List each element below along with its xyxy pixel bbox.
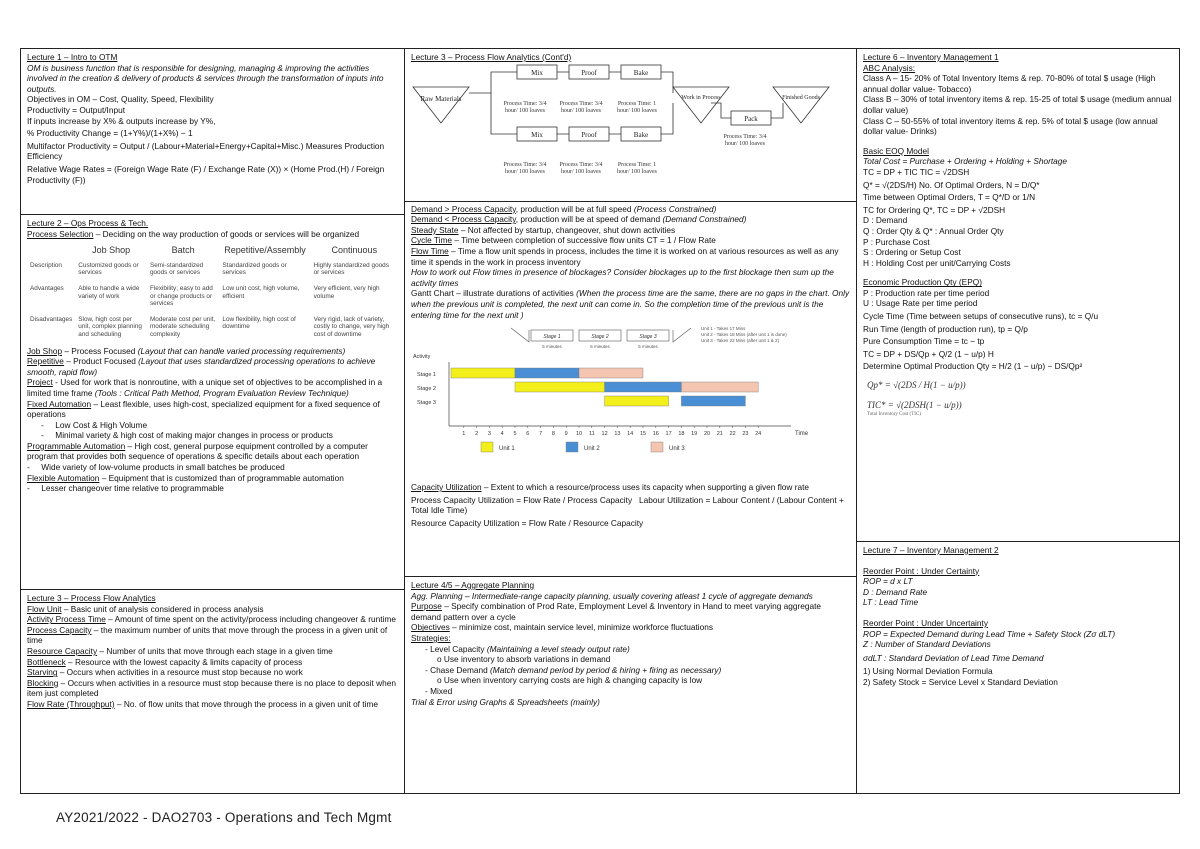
bullet-text: Minimal variety & high cost of making major changes in process or products: [55, 430, 333, 441]
proof-label: Proof: [581, 68, 597, 77]
project-text: - Used for work that is nonroutine, with a unique set of objectives to be accomplished in a limited time frame: [27, 377, 383, 398]
table-cell: Description: [30, 261, 62, 269]
strategy-note: (Maintaining a level steady output rate): [486, 643, 630, 654]
gantt-tick-label: 7: [539, 431, 543, 438]
eoq-line: P : Purchase Cost: [863, 236, 930, 247]
gantt-bar-unit-1: [605, 396, 669, 406]
table-cell: Very rigid, lack of variety, costly to change, very high cost of downtime: [313, 315, 390, 338]
gantt-chart: [411, 322, 851, 482]
gantt-note: (When the process time are the same, there are no gaps in the chart. Only when the previous unit is completed, the next unit can come in. So the completion time of the previous unit is the entering time for the next unit ): [411, 288, 850, 320]
column-1: [21, 49, 405, 793]
stage-box-label: Stage 3: [639, 334, 657, 341]
job-shop-term: Job Shop: [27, 345, 63, 356]
wip-label: Work in Process: [681, 94, 721, 101]
gantt-tick-label: 10: [575, 431, 583, 438]
lecture-7-title: Lecture 7 – Inventory Management 2: [863, 545, 999, 555]
gantt-y-title: Activity: [413, 354, 431, 361]
lecture-6-title: Lecture 6 – Inventory Management 1: [863, 52, 999, 62]
mix-time-bottom: Process Time: 3/4 hour/ 100 loaves: [503, 162, 547, 175]
lecture-4-5-title: Lecture 4/5 – Aggregate Planning: [411, 580, 535, 590]
inputs-increase-text: If inputs increase by X% & outputs increase by Y%,: [27, 115, 216, 126]
epq-line: Pure Consumption Time = tc − tp: [863, 336, 985, 347]
lecture-3-cont-section: [405, 49, 856, 576]
gantt-tick-label: 17: [665, 431, 672, 438]
pack-time: Process Time: 3/4 hour/ 100 loaves: [723, 134, 767, 147]
table-row: [27, 315, 398, 346]
bake-time-top: Process Time: 1 hour/ 100 loaves: [617, 101, 657, 114]
legend-swatch: [481, 442, 493, 452]
bake-label: Bake: [633, 68, 649, 77]
rop-line: LT : Lead Time: [863, 597, 919, 608]
wip-triangle: [673, 87, 729, 123]
definition-term: Blocking: [27, 677, 59, 688]
definition-term: Cycle Time: [411, 235, 453, 246]
legend-swatch: [566, 442, 578, 452]
list-item: o Use inventory to absorb variations in demand: [437, 654, 611, 665]
table-header: Repetitive/Assembly: [224, 245, 306, 256]
stage-time-label: 5 minutes: [542, 344, 562, 350]
definition-text: , production will be at full speed: [515, 203, 634, 214]
gantt-tick-label: 4: [500, 431, 504, 438]
flow-definitions: [405, 201, 856, 321]
rop-uncertainty-heading: Reorder Point : Under Uncertainty: [863, 617, 988, 628]
repetitive-text: – Product Focused: [63, 356, 139, 367]
capacity-utilization-text: – Extent to which a resource/process uses its capacity when supporting a given flow rate: [481, 482, 809, 493]
eoq-line: Q : Order Qty & Q* : Annual Order Qty: [863, 225, 1004, 236]
table-header: Batch: [171, 245, 195, 256]
cheat-sheet: [20, 48, 1180, 794]
fixed-automation-term: Fixed Automation: [27, 398, 92, 409]
unit-note: Unit 3 - Takes 22 Mins (after unit 1 & 2): [701, 338, 779, 344]
productivity-change-formula: % Productivity Change = (1+Y%)/(1+X%) − 1: [27, 128, 193, 139]
tic-note: Total Inventory Cost (TIC): [867, 412, 921, 418]
eoq-heading: Basic EOQ Model: [863, 145, 929, 156]
table-header: Continuous: [331, 245, 378, 256]
stage-time-label: 6 minutes: [590, 344, 610, 350]
lecture-1-title: Lecture 1 – Intro to OTM: [27, 52, 118, 62]
table-cell: Moderate cost per unit, moderate scheduling complexity: [149, 315, 216, 338]
legend-label: Unit 2: [584, 446, 600, 453]
gantt-tick-label: 12: [601, 431, 608, 438]
gantt-bar-unit-3: [681, 382, 758, 392]
definition-text: – Resource with the lowest capacity & limits capacity of process: [65, 656, 303, 667]
gantt-tick-label: 1: [462, 431, 466, 438]
epq-line: Run Time (length of production run), tp = Q/p: [863, 323, 1028, 334]
lecture-2-title: Lecture 2 – Ops Process & Tech.: [27, 218, 149, 228]
bullet-text: Wide variety of low-volume products in small batches be produced: [41, 462, 285, 473]
gantt-stage-label: Stage 2: [417, 386, 436, 393]
list-item: - Mixed: [425, 685, 453, 696]
list-item: - Level Capacity (Maintaining a level steady output rate): [425, 643, 630, 654]
proof-time-bottom: Process Time: 3/4 hour/ 100 loaves: [559, 162, 603, 175]
definition-text: – Amount of time spent on the activity/process including changeover & runtime: [105, 614, 396, 625]
finished-goods-label: Finished Goods: [782, 94, 820, 101]
epq-formula-image: [867, 378, 1173, 418]
definition-term: Flow Rate (Throughput): [27, 698, 115, 709]
raw-materials-triangle: [413, 87, 469, 123]
rop-certainty-heading: Reorder Point : Under Certainty: [863, 565, 980, 576]
job-shop-note: (Layout that can handle varied processing requirements): [137, 345, 346, 356]
safety-stock-note-1: 1) Using Normal Deviation Formula: [863, 666, 993, 677]
proof-label: Proof: [581, 130, 597, 139]
flexible-automation-text: – Equipment that is customized than of programmable automation: [99, 472, 344, 483]
gantt-bar-unit-2: [681, 396, 745, 406]
process-selection-text: – Deciding on the way production of goods or services will be organized: [93, 228, 360, 239]
table-cell: Low flexibility, high cost of downtime: [222, 315, 296, 331]
table-header: Job Shop: [92, 245, 131, 256]
lecture-3-title: Lecture 3 – Process Flow Analytics: [27, 593, 156, 603]
legend-label: Unit 1: [499, 446, 515, 453]
definition-text: – Not affected by startup, changeover, shut down activities: [458, 224, 676, 235]
lecture-3-section: [21, 589, 404, 793]
flexible-automation-term: Flexible Automation: [27, 472, 100, 483]
table-cell: Able to handle a wide variety of work: [78, 284, 140, 300]
table-cell: Standardized goods or services: [222, 261, 287, 277]
gantt-tick-label: 19: [691, 431, 698, 438]
programmable-automation-text: – High cost, general purpose equipment controlled by a computer program that provides both sequence of operations & specific details about each operation: [27, 440, 368, 462]
gantt-tick-label: 13: [614, 431, 621, 438]
multifactor-productivity-formula: Multifactor Productivity = Output / (Labour+Material+Energy+Capital+Misc.) Measures Production Efficiency: [27, 140, 385, 162]
epq-line: TC = DP + DS/Qp + Q/2 (1 − u/p) H: [863, 348, 994, 359]
column-2: [405, 49, 857, 793]
list-item: - Wide variety of low-volume products in small batches be produced: [27, 462, 285, 473]
gantt-tick-label: 20: [703, 431, 711, 438]
objectives-term: Objectives: [411, 622, 450, 633]
lecture-4-5-section: [405, 576, 856, 793]
eoq-line: S : Ordering or Setup Cost: [863, 247, 961, 258]
project-note: (Tools : Critical Path Method, Program Evaluation Review Technique): [94, 387, 349, 398]
definition-term: Flow Time: [411, 245, 449, 256]
process-selection-term: Process Selection: [27, 228, 94, 239]
gantt-tick-label: 5: [513, 431, 517, 438]
eoq-line: D : Demand: [863, 215, 908, 226]
definition-term: Steady State: [411, 224, 459, 235]
om-objectives: Objectives in OM – Cost, Quality, Speed, Flexibility: [27, 94, 214, 105]
resource-capacity-utilization-formula: Resource Capacity Utilization = Flow Rate / Resource Capacity: [411, 517, 644, 528]
bullet-text: Lesser changeover time relative to programmable: [41, 483, 224, 494]
table-header: [27, 245, 75, 261]
gantt-tick-label: 2: [475, 431, 479, 438]
table-cell: Highly standardized goods or services: [313, 261, 389, 277]
lecture-1-section: [21, 49, 404, 214]
gantt-tick-label: 9: [564, 431, 568, 438]
raw-materials-label: Raw Materials: [420, 94, 462, 103]
tic-formula: TIC* = √(2DSH(1 − u/p)): [867, 400, 962, 411]
mix-time-top: Process Time: 3/4 hour/ 100 loaves: [503, 101, 547, 114]
unit-note: Unit 2 - Takes 18 Mins (after unit 1 is done): [701, 332, 787, 338]
programmable-automation-term: Programmable Automation: [27, 440, 126, 451]
definition-term: Activity Process Time: [27, 614, 106, 625]
repetitive-term: Repetitive: [27, 356, 64, 367]
rop-line: ROP = Expected Demand during Lead Time + Safety Stock (Zσ dLT): [863, 628, 1116, 639]
purpose-term: Purpose: [411, 601, 442, 612]
gantt-tick-label: 16: [652, 431, 659, 438]
eoq-line: TC for Ordering Q*, TC = DP + √2DSH: [863, 204, 1006, 215]
gantt-bar-unit-2: [515, 368, 579, 378]
gantt-stage-label: Stage 1: [417, 372, 436, 379]
rop-line: Z : Number of Standard Deviations: [863, 639, 991, 650]
gantt-tick-label: 21: [716, 431, 723, 438]
column-3: [857, 49, 1179, 793]
bake-time-bottom: Process Time: 1 hour/ 100 loaves: [617, 162, 657, 175]
lecture-2-section: [21, 214, 404, 589]
table-cell: Semi-standardized goods or services: [149, 261, 204, 277]
rop-line: σdLT : Standard Deviation of Lead Time Demand: [863, 652, 1044, 663]
eoq-line: TC = DP + TIC TIC = √2DSH: [863, 166, 970, 177]
strategy-detail: Use when inventory carrying costs are high & changing capacity is low: [443, 675, 703, 686]
definition-note: (Process Constrained): [633, 203, 717, 214]
definition-text: – Basic unit of analysis considered in process analysis: [61, 603, 264, 614]
definition-text: – Number of units that move through each stage in a given time: [97, 645, 333, 656]
footer: AY2021/2022 - DAO2703 - Operations and Tech Mgmt: [56, 810, 392, 825]
legend-swatch: [651, 442, 663, 452]
strategy-name: Chase Demand: [430, 664, 491, 675]
table-cell: Slow, high cost per unit, complex planning and scheduling: [78, 315, 142, 338]
gantt-tick-label: 22: [729, 431, 736, 438]
epq-line: Determine Optimal Production Qty = H/2 (1 − u/p) − DS/Qp²: [863, 361, 1083, 372]
strategy-name: Mixed: [430, 685, 453, 696]
purpose-text: – Specify combination of Prod Rate, Employment Level & Inventory in Hand to meet varying aggregate demand pattern over a cycle: [411, 601, 822, 622]
eoq-line: Total Cost = Purchase + Ordering + Holding + Shortage: [863, 156, 1068, 167]
gantt-tick-label: 8: [551, 431, 555, 438]
epq-line: Cycle Time (Time between setups of consecutive runs), tc = Q/u: [863, 311, 1099, 322]
class-c-text: Class C – 50-55% of total inventory items & rep. 5% of total $ usage (low annual dollar value- Drinks): [863, 115, 1158, 137]
epq-heading: Economic Production Qty (EPQ): [863, 277, 982, 288]
gantt-bar-unit-1: [451, 368, 515, 378]
stage-box-label: Stage 1: [543, 334, 561, 341]
epq-line: U : Usage Rate per time period: [863, 298, 978, 309]
gantt-term: Gantt Chart: [411, 288, 454, 299]
trial-and-error-note: Trial & Error using Graphs & Spreadsheets (mainly): [411, 696, 600, 707]
fixed-automation-text: – Least flexible, uses high-cost, specialized equipment for a fixed sequence of operations: [27, 398, 380, 420]
list-item: - Low Cost & High Volume: [41, 419, 148, 430]
eoq-line: H : Holding Cost per unit/Carrying Costs: [863, 257, 1011, 268]
capacity-utilization-term: Capacity Utilization: [411, 482, 482, 493]
table-cell: Low unit cost, high volume, efficient: [222, 284, 300, 300]
list-item: - Lesser changeover time relative to programmable: [27, 483, 224, 494]
table-cell: Customized goods or services: [78, 261, 139, 277]
proof-time-top: Process Time: 3/4 hour/ 100 loaves: [559, 101, 603, 114]
strategy-name: Level Capacity: [430, 643, 487, 654]
eoq-line: Q* = √(2DS/H) No. Of Optimal Orders, N = D/Q*: [863, 179, 1040, 190]
gantt-tick-label: 11: [588, 431, 595, 438]
gantt-tick-label: 15: [639, 431, 647, 438]
gantt-tick-label: 3: [487, 431, 491, 438]
lecture-6-section: [857, 49, 1179, 541]
bake-label: Bake: [633, 130, 649, 139]
optimal-q-formula: Qp* = √(2DS / H(1 − u/p)): [867, 380, 966, 391]
lecture-7-section: [857, 541, 1179, 793]
relative-wage-rates-formula: Relative Wage Rates = (Foreign Wage Rate (F) / Exchange Rate (X)) × (Home Prod.(H) / Foreign Productivity (F)): [27, 163, 385, 185]
gantt-stage-label: Stage 3: [417, 400, 436, 407]
gantt-text: – illustrate durations of activities: [453, 288, 577, 299]
om-definition: OM is business function that is responsible for designing, managing & improving the activities involved in the creation & delivery of products & services through the transformation of inputs into outputs.: [27, 62, 384, 94]
gantt-tick-label: 6: [526, 431, 530, 438]
strategy-detail: Use inventory to absorb variations in demand: [443, 654, 611, 665]
list-item: - Chase Demand (Match demand period by period & hiring + firing as necessary): [425, 664, 722, 675]
blockage-question: How to work out Flow times in presence of blockages? Consider blockages up to the first blockage then sum up the activity times: [411, 267, 834, 288]
pack-label: Pack: [744, 114, 758, 123]
job-shop-text: – Process Focused: [62, 345, 138, 356]
mix-label: Mix: [531, 68, 543, 77]
gantt-bar-unit-3: [579, 368, 643, 378]
definition-text: – Time a flow unit spends in process, includes the time it is worked on at various resources as well as any time it spends in the work in process inventory: [411, 245, 839, 267]
class-b-text: Class B – 30% of total inventory items & rep. 15-25 of total $ usage (medium annual dollar value): [863, 94, 1172, 115]
definition-term: Demand > Process Capacity: [411, 203, 516, 214]
table-row: [27, 261, 398, 284]
legend-label: Unit 3: [669, 446, 685, 453]
lecture-3-cont-title: Lecture 3 – Process Flow Analytics (Cont'd): [411, 52, 572, 62]
process-types-table: [27, 245, 398, 345]
definition-term: Flow Unit: [27, 603, 62, 614]
definition-term: Starving: [27, 667, 58, 678]
strategy-note: (Match demand period by period & hiring + firing as necessary): [490, 664, 722, 675]
definition-term: Demand < Process Capacity: [411, 214, 516, 225]
gantt-x-label: Time: [795, 431, 809, 438]
stage-box-label: Stage 2: [591, 334, 609, 341]
abc-analysis-heading: ABC Analysis:: [863, 62, 916, 73]
list-item: o Use when inventory carrying costs are high & changing capacity is low: [437, 675, 703, 686]
process-capacity-utilization-formula: Process Capacity Utilization = Flow Rate / Process Capacity: [411, 494, 633, 505]
class-a-text: Class A – 15- 20% of Total Inventory Items & rep. 70-80% of total $ usage (High annual dollar value- Tobacco): [863, 73, 1156, 94]
table-cell: Advantages: [30, 284, 64, 292]
eoq-line: Time between Optimal Orders, T = Q*/D or 1/N: [863, 192, 1036, 203]
labour-utilization-formula: Labour Utilization = Labour Content / (Labour Content + Total Idle Time): [411, 494, 844, 516]
gantt-tick-label: 18: [678, 431, 685, 438]
table-cell: Disadvantages: [30, 315, 73, 323]
productivity-formula: Productivity = Output/Input: [27, 104, 126, 115]
process-time-labels-bottom: [501, 162, 661, 176]
list-item: - Minimal variety & high cost of making major changes in process or products: [41, 430, 333, 441]
definition-text: – the maximum number of units that move through the process in a given unit of time: [27, 624, 388, 646]
stage-time-label: 5 minutes: [638, 344, 658, 350]
objectives-text: – minimize cost, maintain service level, minimize workforce fluctuations: [449, 622, 714, 633]
table-cell: Flexibility; easy to add or change products or services: [149, 284, 213, 308]
definition-term: Process Capacity: [27, 624, 92, 635]
gantt-tick-label: 14: [627, 431, 634, 438]
process-time-labels-top: [501, 101, 661, 115]
table-cell: Very efficient, very high volume: [313, 284, 380, 300]
definition-text: – No. of flow units that move through the process in a given unit of time: [114, 698, 378, 709]
definition-term: Resource Capacity: [27, 645, 98, 656]
definition-text: – Time between completion of successive flow units CT = 1 / Flow Rate: [452, 235, 716, 246]
agg-planning-definition: Agg. Planning – Intermediate-range capacity planning, usually covering atleast 1 cycle of aggregate demands: [411, 590, 813, 601]
repetitive-note: (Layout that uses standardized processing operations to achieve smooth, rapid flow): [27, 356, 376, 377]
gantt-tick-label: 24: [755, 431, 762, 438]
bullet-text: Low Cost & High Volume: [55, 419, 148, 430]
epq-line: P : Production rate per time period: [863, 287, 990, 298]
strategies-heading: Strategies:: [411, 632, 451, 643]
gantt-tick-label: 23: [742, 431, 749, 438]
rop-line: ROP = d x LT: [863, 576, 913, 587]
unit-note: Unit 1 - Takes 17 Mins: [701, 326, 746, 332]
table-row: [27, 284, 398, 315]
definition-text: , production will be at speed of demand: [515, 214, 663, 225]
mix-label: Mix: [531, 130, 543, 139]
safety-stock-note-2: 2) Safety Stock = Service Level x Standard Deviation: [863, 676, 1058, 687]
project-term: Project: [27, 377, 53, 388]
rop-line: D : Demand Rate: [863, 586, 928, 597]
definition-term: Bottleneck: [27, 656, 66, 667]
definition-text: – Occurs when activities in a resource must stop because there is no place to deposit when item just completed: [27, 677, 396, 699]
definition-text: – Occurs when activities in a resource must stop because no work: [57, 667, 303, 678]
gantt-bar-unit-2: [605, 382, 682, 392]
definition-note: (Demand Constrained): [662, 214, 747, 225]
gantt-bar-unit-1: [515, 382, 605, 392]
